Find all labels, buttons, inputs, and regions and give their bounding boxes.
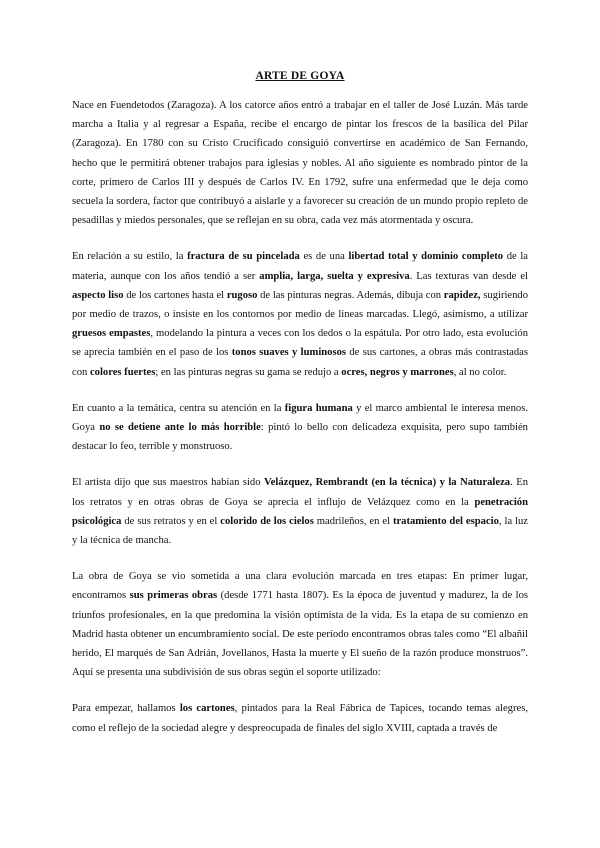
text-run: de la materia, aunque con los años tendió a ser <box>72 251 529 282</box>
bold-term: los cartones <box>179 703 235 715</box>
paragraph-biography: Nace en Fuendetodos (Zaragoza). A los catorce años entró a trabajar en el taller de José Luzán. Más tarde marcha a Italia y al regresar a España, recibe el encargo de pintar los frescos de la basílica del Pilar (Zaragoza). En 1780 con su Cristo Crucificado consiguió convertirse en académico de San Fernando, hecho que le permitirá obtener trabajos para iglesias y nobles. Al año siguiente es nombrado pintor de la corte, primero de Carlos III y después de Carlos IV. En 1792, sufre una enfermedad que le deja como secuela la sordera, factor que contribuyó a aislarle y a favorecer su creación de un mundo propio repleto de pesadillas y miedos personales, que se reflejan en su obra, cada vez más atormentada y oscura. <box>72 100 528 227</box>
text-run: madrileños, en el <box>313 515 393 527</box>
paragraph-themes <box>72 399 528 457</box>
text-run: (desde 1771 hasta 1807). Es la época de juventud y madurez, la de los triunfos profesionales, en la que predomina la visión optimista de la vida. Es la etapa de su comienzo en Madrid hasta obtener un encumbramiento social. De este período encontramos obras tales como “El albañil herido, El marqués de San Adrián, Jovellanos, Hasta la muerte y El sueño de la razón produce monstruos”. Aquí se presenta una subdivisión de sus obras según el soporte utilizado: <box>72 590 528 679</box>
text-run: , la luz y la técnica de mancha. <box>72 515 528 547</box>
bold-term: colorido de los cielos <box>220 515 314 527</box>
text-run: , al no color. <box>453 366 507 378</box>
bold-term: sus primeras obras <box>129 590 218 602</box>
bold-term: rapidez, <box>443 289 481 301</box>
paragraph-cartones <box>72 699 528 737</box>
text-run: y el marco ambiental le interesa menos. Goya <box>72 402 528 434</box>
bold-term: tratamiento del espacio <box>392 515 499 527</box>
bold-term: no se detiene ante lo más horrible <box>99 422 261 434</box>
text-run: : pintó lo bello con delicadeza exquisita, pero supo también destacar lo feo, terrible y monstruoso. <box>72 422 528 453</box>
text-run: En relación a su estilo, la <box>72 251 188 263</box>
bold-term: Velázquez, Rembrandt (en la técnica) y la Naturaleza <box>264 477 511 489</box>
bold-term: amplia, larga, suelta y expresiva <box>259 270 410 282</box>
document-title: ARTE DE GOYA <box>255 70 345 82</box>
text-run: es de una <box>299 251 349 263</box>
text-run: , pintados para la Real Fábrica de Tapices, tocando temas alegres, como el reflejo de la sociedad alegre y despreocupada de finales del siglo XVIII, captada a través de <box>72 703 528 734</box>
text-run: sugiriendo por medio de trazos, o insiste en los contornos por medio de líneas marcadas. Llegó, asimismo, a utilizar <box>72 289 529 321</box>
bold-term: penetración psicológica <box>72 496 528 527</box>
text-run: El artista dijo que sus maestros habían sido <box>72 477 264 489</box>
bold-term: colores fuertes <box>89 366 156 378</box>
bold-term: gruesos empastes <box>72 328 151 340</box>
text-run: La obra de Goya se vio sometida a una clara evolución marcada en tres etapas: En primer lugar, encontramos <box>72 571 528 602</box>
bold-term: aspecto liso <box>72 289 124 301</box>
bold-term: fractura de su pincelada <box>187 251 300 263</box>
bold-term: libertad total y dominio completo <box>348 251 504 263</box>
text-run: de sus cartones, a obras más contrastadas con <box>72 347 528 378</box>
text-run: En cuanto a la temática, centra su atención en la <box>72 402 285 414</box>
text-run: , modelando la pintura a veces con los dedos o la espátula. Por otro lado, esta evolución se aprecia también en el paso de los <box>72 328 528 359</box>
text-run: . En los retratos y en otras obras de Goya se aprecia el influjo de Velázquez como en la <box>72 477 528 508</box>
text-run: . Las texturas van desde el <box>409 270 528 282</box>
paragraph-style <box>72 247 528 381</box>
paragraph-influences <box>72 473 528 550</box>
text-run: ; en las pinturas negras su gama se redujo a <box>155 366 342 378</box>
bold-term: ocres, negros y marrones <box>341 366 454 378</box>
text-run: Para empezar, hallamos <box>72 703 180 715</box>
bold-term: figura humana <box>284 402 353 414</box>
text-run: de las pinturas negras. Además, dibuja con <box>257 289 444 301</box>
text-run: de los cartones hasta el <box>123 289 227 301</box>
paragraph-evolution <box>72 567 528 682</box>
bold-term: tonos suaves y luminosos <box>231 347 346 359</box>
bold-term: rugoso <box>226 289 258 301</box>
text-run: de sus retratos y en el <box>121 515 221 527</box>
